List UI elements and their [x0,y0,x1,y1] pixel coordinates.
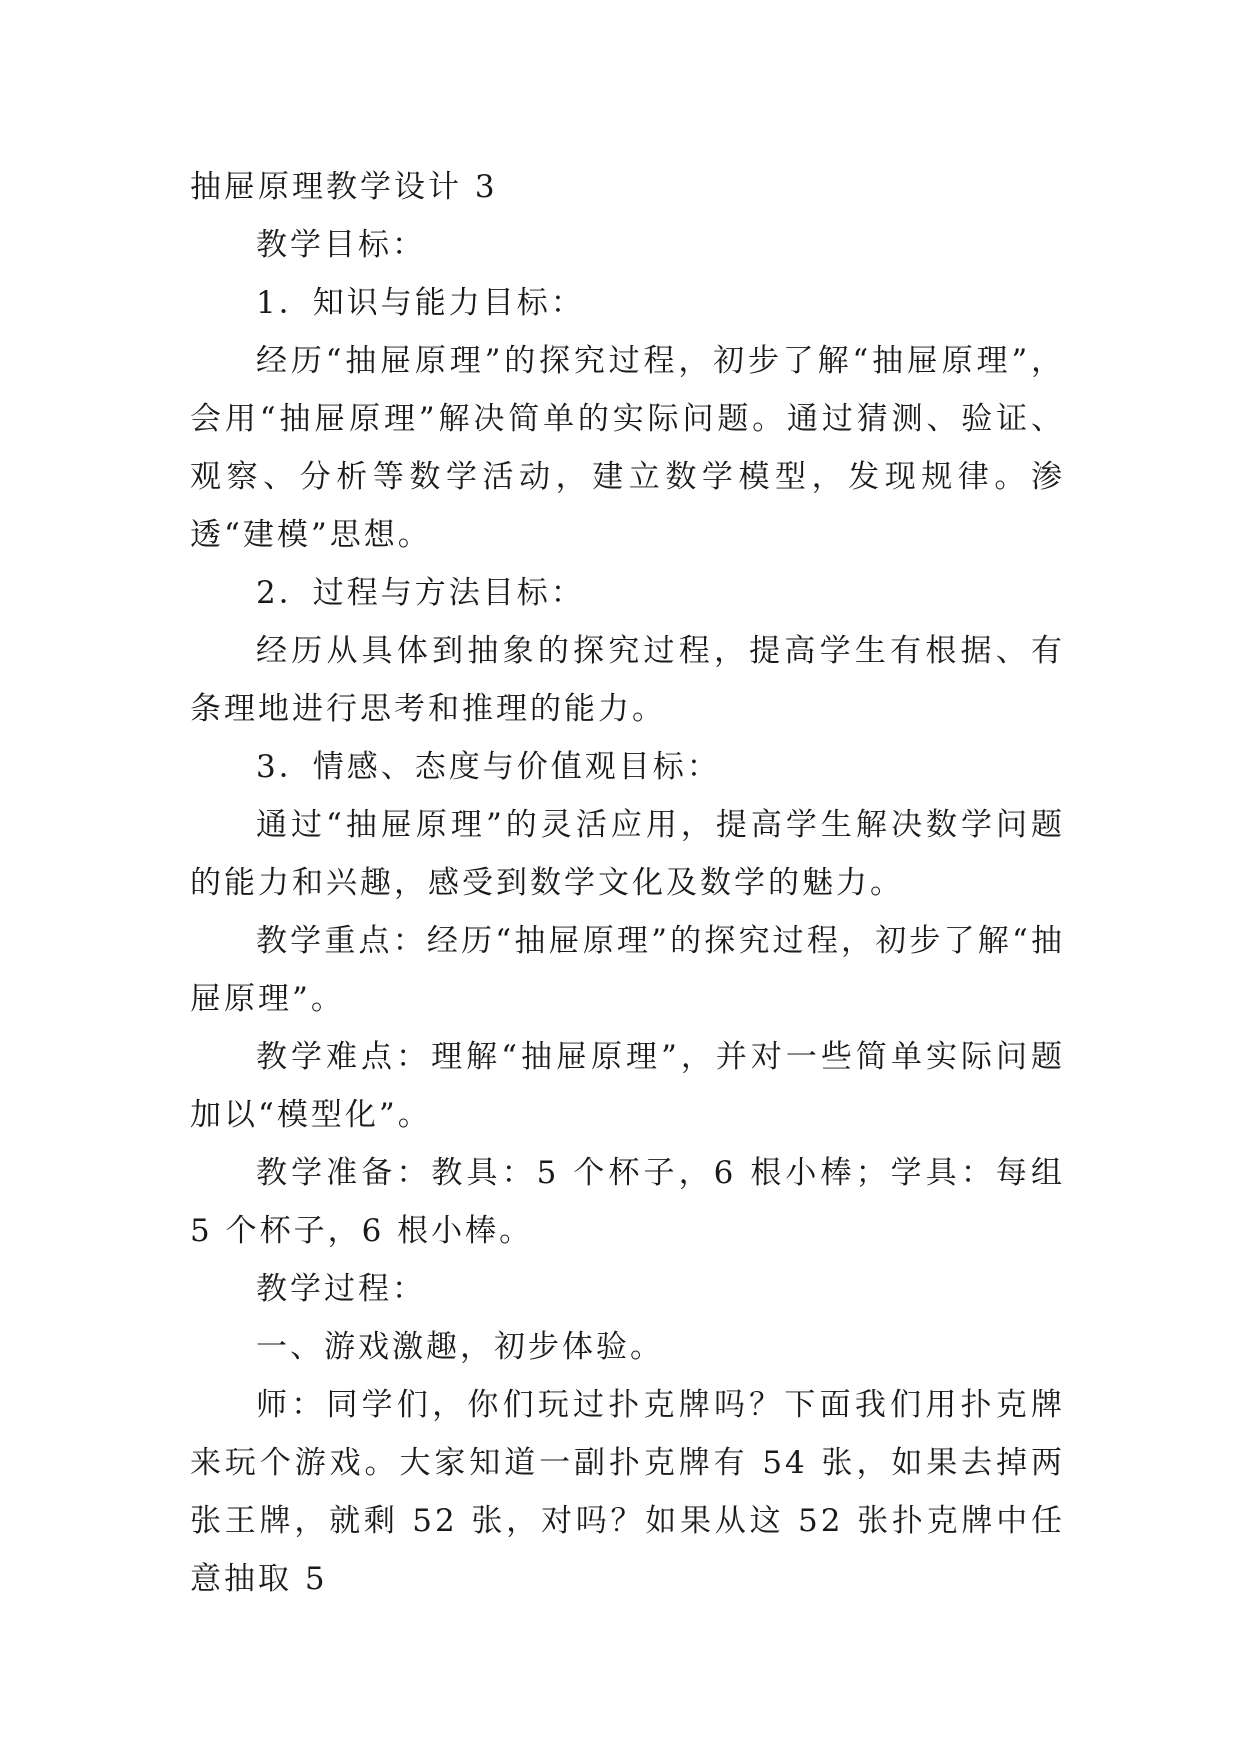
paragraph-goal-3-body: 通过“抽屉原理”的灵活应用，提高学生解决数学问题的能力和兴趣，感受到数学文化及数学的魅力。 [190,807,1065,901]
paragraph-key-point: 教学重点：经历“抽屉原理”的探究过程，初步了解“抽屉原理”。 [190,923,1065,1017]
paragraph-goal-1-heading: 1．知识与能力目标： [256,285,585,321]
paragraph-goal-2-heading: 2．过程与方法目标： [256,575,585,611]
paragraph-goal-2-body: 经历从具体到抽象的探究过程，提高学生有根据、有条理地进行思考和推理的能力。 [190,633,1065,727]
document-title: 抽屉原理教学设计 3 [190,169,498,205]
document-body [190,158,1065,1608]
paragraph-process-heading: 教学过程： [256,1271,426,1307]
paragraph-teacher-speech: 师：同学们，你们玩过扑克牌吗？下面我们用扑克牌来玩个游戏。大家知道一副扑克牌有 54 张，如果去掉两张王牌，就剩 52 张，对吗？如果从这 52 张扑克牌中任意抽取 5 [190,1387,1065,1597]
paragraph-difficulty: 教学难点：理解“抽屉原理”，并对一些简单实际问题加以“模型化”。 [190,1039,1065,1133]
paragraph-goal-1-body: 经历“抽屉原理”的探究过程，初步了解“抽屉原理”，会用“抽屉原理”解决简单的实际问题。通过猜测、验证、观察、分析等数学活动，建立数学模型，发现规律。渗透“建模”思想。 [190,343,1065,553]
paragraph-goal-3-heading: 3．情感、态度与价值观目标： [256,749,721,785]
paragraph-section-1-heading: 一、游戏激趣，初步体验。 [256,1329,664,1365]
paragraph-teaching-goals: 教学目标： [256,227,426,263]
paragraph-preparation: 教学准备：教具：5 个杯子，6 根小棒；学具：每组 5 个杯子，6 根小棒。 [190,1155,1065,1249]
